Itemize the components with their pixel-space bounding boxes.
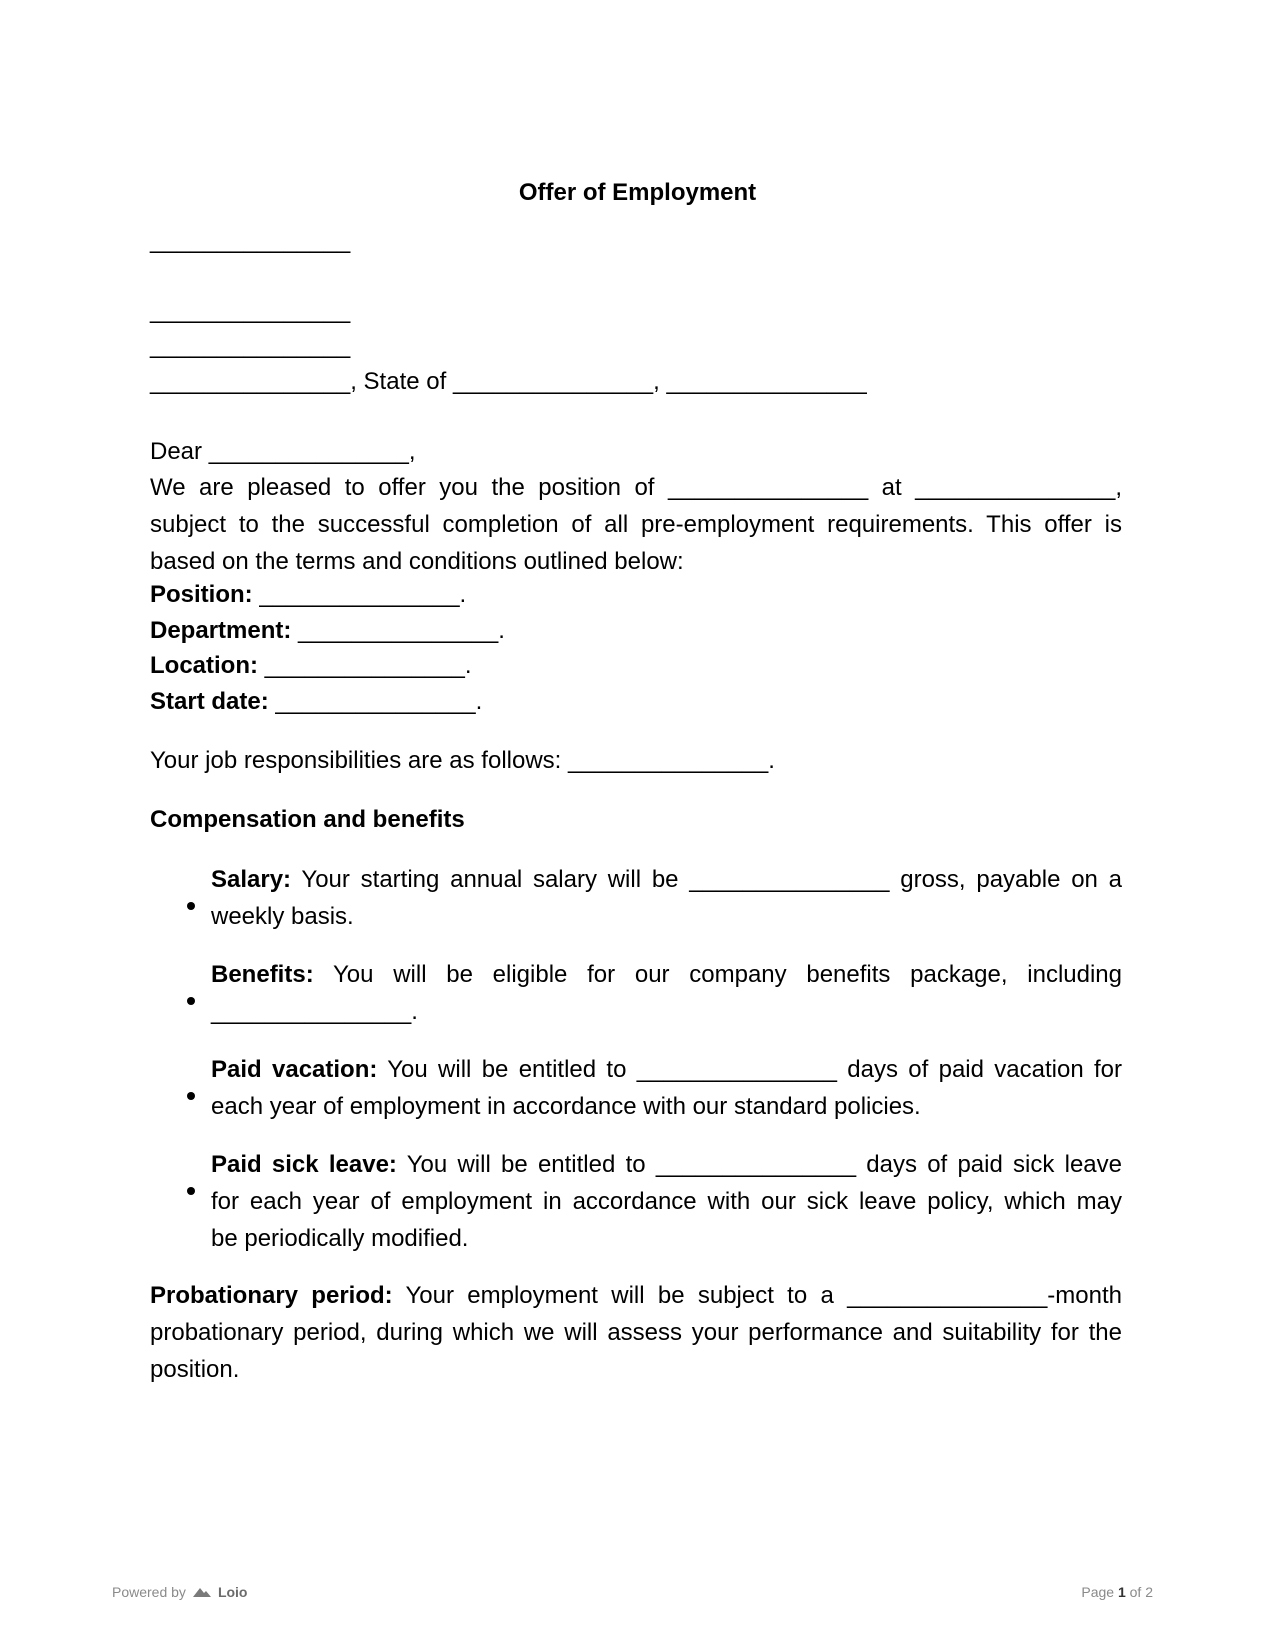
bullet-text: You will be eligible for our company benefits package, including [313, 961, 1122, 988]
field-label: Department: [150, 617, 292, 644]
bullet-label: Paid sick leave: [211, 1151, 397, 1178]
compensation-heading: Compensation and benefits [150, 806, 465, 833]
address-line: _______________ [150, 227, 351, 254]
bullet-text: weekly basis. [211, 903, 354, 930]
bullet-label: Paid vacation: [211, 1056, 378, 1083]
bullet-benefits [211, 956, 1122, 1030]
intro-line: We are pleased to offer you the position of _______________ at _______________, [150, 474, 1122, 501]
intro-line: subject to the successful completion of all pre-employment requirements. This offer is [150, 511, 1122, 538]
field-value: _______________. [252, 581, 467, 608]
brand-name: Loio [217, 1584, 248, 1600]
bullet-text: _______________. [211, 998, 418, 1025]
probation-label: Probationary period: [150, 1282, 393, 1309]
page-suffix: of 2 [1129, 1584, 1153, 1600]
probation-text: probationary period, during which we will assess your performance and suitability for the [150, 1319, 1122, 1346]
bullet-text: You will be entitled to _______________ days of paid sick leave [396, 1151, 1123, 1178]
probation-text: Your employment will be subject to a _______________-month [392, 1282, 1122, 1309]
bullet-paid-vacation [211, 1051, 1122, 1125]
footer-powered-by [112, 1584, 247, 1600]
field-label: Position: [150, 581, 253, 608]
responsibilities-line: Your job responsibilities are as follows: _______________. [150, 747, 775, 774]
field-department [150, 612, 505, 649]
bullet-label: Benefits: [211, 961, 314, 988]
probation-text: position. [150, 1356, 240, 1383]
intro-line: based on the terms and conditions outlined below: [150, 548, 684, 575]
bullet-text: for each year of employment in accordance with our sick leave policy, which may [211, 1188, 1122, 1215]
bullet-text: You will be entitled to _______________ days of paid vacation for [377, 1056, 1122, 1083]
field-label: Location: [150, 652, 258, 679]
field-label: Start date: [150, 688, 269, 715]
intro-paragraph [150, 469, 1122, 580]
page-current: 1 [1117, 1584, 1126, 1600]
address-line: _______________ [150, 297, 351, 324]
field-value: _______________. [268, 688, 483, 715]
bullet-paid-sick-leave [211, 1146, 1122, 1257]
field-value: _______________. [291, 617, 505, 644]
field-value: _______________. [258, 652, 472, 679]
probation-paragraph [150, 1277, 1122, 1388]
bullet-dot [187, 902, 195, 910]
field-location [150, 647, 472, 684]
bullet-text: each year of employment in accordance with our standard policies. [211, 1093, 921, 1120]
bullet-dot [187, 997, 195, 1005]
bullet-dot [187, 1092, 195, 1100]
address-line: _______________, State of _______________, _______________ [150, 368, 867, 395]
bullet-label: Salary: [211, 866, 292, 893]
field-start-date [150, 683, 482, 720]
address-line: _______________ [150, 332, 351, 359]
loio-logo-icon [192, 1586, 212, 1598]
field-position [150, 576, 466, 613]
document-title: Offer of Employment [518, 179, 757, 206]
page-prefix: Page [1081, 1584, 1115, 1600]
bullet-text: be periodically modified. [211, 1225, 469, 1252]
bullet-dot [187, 1187, 195, 1195]
bullet-text: Your starting annual salary will be _______________ gross, payable on a [291, 866, 1122, 893]
powered-by-text: Powered by [112, 1584, 186, 1600]
salutation: Dear _______________, [150, 438, 416, 465]
page-indicator [1081, 1584, 1153, 1600]
bullet-salary [211, 861, 1122, 935]
